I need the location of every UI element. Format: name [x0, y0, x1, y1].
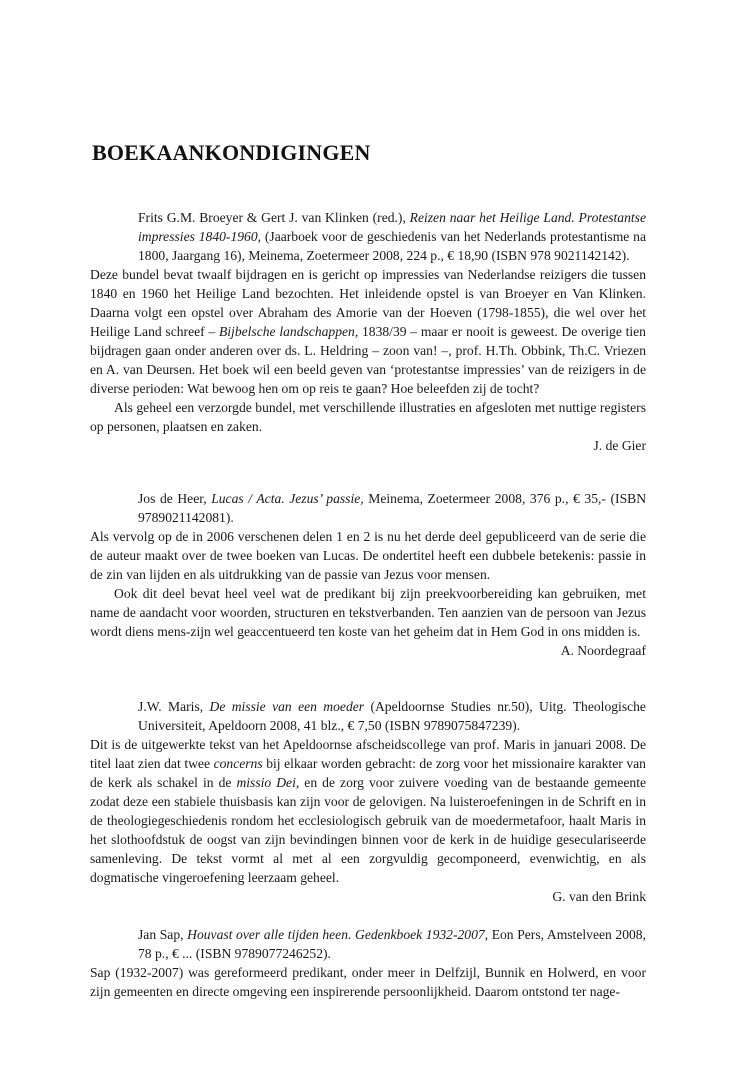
review-paragraph: Als geheel een verzorgde bundel, met verschillende illustraties en afgesloten met nuttige registers op personen, plaatsen en zaken. — [90, 400, 646, 434]
review-paragraph — [90, 265, 646, 398]
biblio-details: (Jaarboek voor de geschiedenis van het Nederlands protestantisme na 1800, Jaargang 16), Meinema, Zoetermeer 2008, 224 p., € 18,90 (ISBN 978 9021142142). — [138, 229, 646, 263]
paragraph-italic: missio Dei — [236, 775, 296, 790]
review-de-heer — [90, 489, 646, 660]
paragraph-text: , en de zorg voor zuivere voeding van de bestaande gemeente zodat deze een stabiele thuisbasis kan zijn voor de gelovigen. Na luisteroefeningen in de Schrift en in de theologiegeschiedenis rondom het ecclesiologisch gebruik van de moedermetafoor, haalt Maris in het slothoofdstuk de oogst van zijn bevindingen binnen voor de kerk in de huidige geseculariseerde samenleving. De tekst vormt al met al een zorgvuldig gecomponeerd, evenwichtig, en als dogmatische vingeroefening leerzaam geheel. — [90, 775, 646, 885]
bibliographic-entry — [138, 697, 646, 735]
reviewer-signature: J. de Gier — [593, 438, 646, 453]
review-paragraph — [90, 735, 646, 887]
biblio-authors: J.W. Maris, — [138, 699, 210, 714]
biblio-title: Lucas / Acta. Jezus’ passie, — [211, 491, 364, 506]
review-paragraph: Sap (1932-2007) was gereformeerd predikant, onder meer in Delfzijl, Bunnik en Holwerd, en voor zijn gemeenten en directe omgeving een inspirerende persoonlijkheid. Daarom ontstond ter nage- — [90, 965, 646, 999]
paragraph-text: bij elkaar worden gebracht: de zorg voor het missionaire karakter van de kerk als schakel in de — [90, 756, 646, 790]
review-sap — [90, 925, 646, 1001]
review-paragraph: Ook dit deel bevat heel veel wat de predikant bij zijn preekvoorbereiding kan gebruiken, met name de aandacht voor woorden, structuren en tekstverbanden. Ten aanzien van de persoon van Jezus wordt diens mens-zijn wel geaccentueerd ten koste van het geheim dat in Hem God in ons midden is. — [90, 586, 646, 639]
paragraph-text: Dit is de uitgewerkte tekst van het Apeldoornse afscheidscollege van prof. Maris in januari 2008. De titel laat zien dat twee — [90, 737, 646, 771]
page-heading: BOEKAANKONDIGINGEN — [92, 140, 371, 165]
biblio-authors: Jan Sap, — [138, 927, 188, 942]
paragraph-text: Deze bundel bevat twaalf bijdragen en is gericht op impressies van Nederlandse reizigers die tussen 1840 en 1960 het Heilige Land bezochten. Het inleidende opstel is van Broeyer en Van Klinken. Daarna volgt een opstel over Abraham des Amorie van der Hoeven (1798-1855), die wel over het Heilige Land schreef – — [90, 267, 646, 339]
paragraph-italic: Bijbelsche landschappen, — [218, 324, 359, 339]
paragraph-italic: concerns — [213, 756, 263, 771]
biblio-title: Reizen naar het Heilige Land. Protestantse impressies 1840-1960, — [138, 210, 646, 244]
review-paragraph: Als vervolg op de in 2006 verschenen delen 1 en 2 is nu het derde deel gepubliceerd van de serie die de auteur maakt over de twee boeken van Lucas. De ondertitel heeft een dubbele betekenis: passie in de zin van lijden en als uitdrukking van de passie van Jezus voor mensen. — [90, 529, 646, 582]
review-broeyer — [90, 208, 646, 455]
biblio-authors: Jos de Heer, — [138, 491, 212, 506]
bibliographic-entry — [138, 208, 646, 265]
reviewer-signature: G. van den Brink — [552, 889, 646, 904]
biblio-authors: Frits G.M. Broeyer & Gert J. van Klinken (red.), — [138, 210, 410, 225]
bibliographic-entry — [138, 489, 646, 527]
biblio-title: Houvast over alle tijden heen. Gedenkboek 1932-2007 — [187, 927, 485, 942]
bibliographic-entry — [138, 925, 646, 963]
biblio-details: , Eon Pers, Amstelveen 2008, 78 p., € ... (ISBN 9789077246252). — [138, 927, 646, 961]
biblio-title: De missie van een moeder — [209, 699, 365, 714]
reviewer-signature: A. Noordegraaf — [560, 643, 646, 658]
biblio-details: Meinema, Zoetermeer 2008, 376 p., € 35,- (ISBN 9789021142081). — [138, 491, 647, 525]
review-maris — [90, 697, 646, 906]
biblio-details: (Apeldoornse Studies nr.50), Uitg. Theologische Universiteit, Apeldoorn 2008, 41 blz., € 7,50 (ISBN 9789075847239). — [138, 699, 646, 733]
paragraph-text: 1838/39 – maar er nooit is geweest. De overige tien bijdragen gaan onder anderen over ds. L. Heldring – zoon van! –, prof. H.Th. Obbink, Th.C. Vriezen en A. van Deursen. Het boek wil een beeld geven van ‘protestantse impressies’ van de reizigers in de diverse perioden: Wat bewoog hen om op reis te gaan? Hoe beleefden zij de tocht? — [90, 324, 646, 396]
